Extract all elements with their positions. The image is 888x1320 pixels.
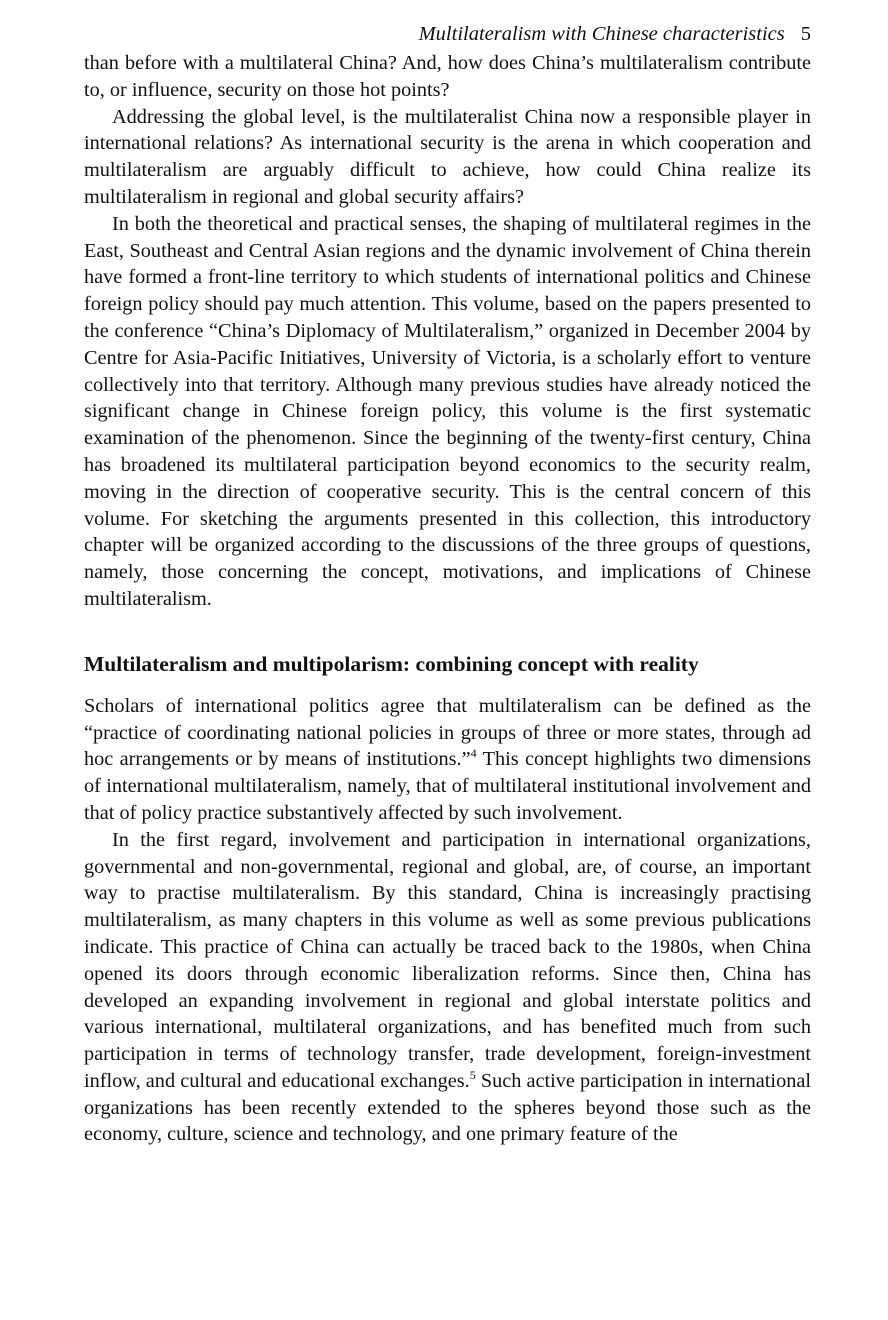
paragraph-continued: than before with a multilateral China? And, how does China’s multilateralism contribute to, or influence, security on those hot points? [84,52,811,101]
book-page [84,20,811,1148]
paragraph-participation [84,827,811,1149]
paragraph-text: Such active participation in international organizations has been recently extended to the spheres beyond those such as the economy, culture, science and technology, and one primary feature of the [84,1069,811,1146]
page-number: 5 [800,23,811,45]
running-title: Multilateralism with Chinese characteristics [418,23,785,45]
paragraph-definition [84,693,811,827]
paragraph-text: Scholars of international politics agree that multilateralism can be defined as the “practice of coordinating national policies in groups of three or more states, through ad hoc arrangements or by means of institutions.” [84,694,811,771]
footnote-ref[interactable]: 5 [469,1067,476,1082]
paragraph-text: In the first regard, involvement and participation in international organizations, governmental and non-governmental, regional and global, are, of course, an important way to practise multilateralism. By this standard, China is increasingly practising multilateralism, as many chapters in this volume as well as some previous publications indicate. This practice of China can actually be traced back to the 1980s, when China opened its doors through economic liberalization reforms. Since then, China has developed an expanding involvement in regional and global interstate politics and various international, multilateral organizations, and has benefited much from such participation in terms of technology transfer, trade development, foreign-investment inflow, and cultural and educational exchanges. [84,828,811,1092]
running-header [84,20,811,50]
paragraph-global-level: Addressing the global level, is the multilateralist China now a responsible player in international relations? As international security is the arena in which cooperation and multilateralism are arguably difficult to achieve, how could China realize its multilateralism in regional and global security affairs? [84,105,811,208]
paragraph-text: This concept highlights two dimensions of international multilateralism, namely, that of multilateral institutional involvement and that of policy practice substantively affected by such involvement. [84,748,811,824]
paragraph-volume-overview: In both the theoretical and practical senses, the shaping of multilateral regimes in the East, Southeast and Central Asian regions and the dynamic involvement of China therein have formed a front-line territory to which students of international politics and Chinese foreign policy should pay much attention. This volume, based on the papers presented to the conference “China’s Diplomacy of Multilateralism,” organized in December 2004 by Centre for Asia-Pacific Initiatives, University of Victoria, is a scholarly effort to venture collectively into that territory. Although many previous studies have already noticed the significant change in Chinese foreign policy, this volume is the first systematic examination of the phenomenon. Since the beginning of the twenty-first century, China has broadened its multilateral participation beyond economics to the security realm, moving in the direction of cooperative security. This is the central concern of this volume. For sketching the arguments presented in this collection, this introductory chapter will be organized according to the discussions of the three groups of questions, namely, those concerning the concept, motivations, and implications of Chinese multilateralism. [84,212,811,610]
section-heading: Multilateralism and multipolarism: combining concept with reality [84,651,699,676]
footnote-ref[interactable]: 4 [470,746,477,761]
